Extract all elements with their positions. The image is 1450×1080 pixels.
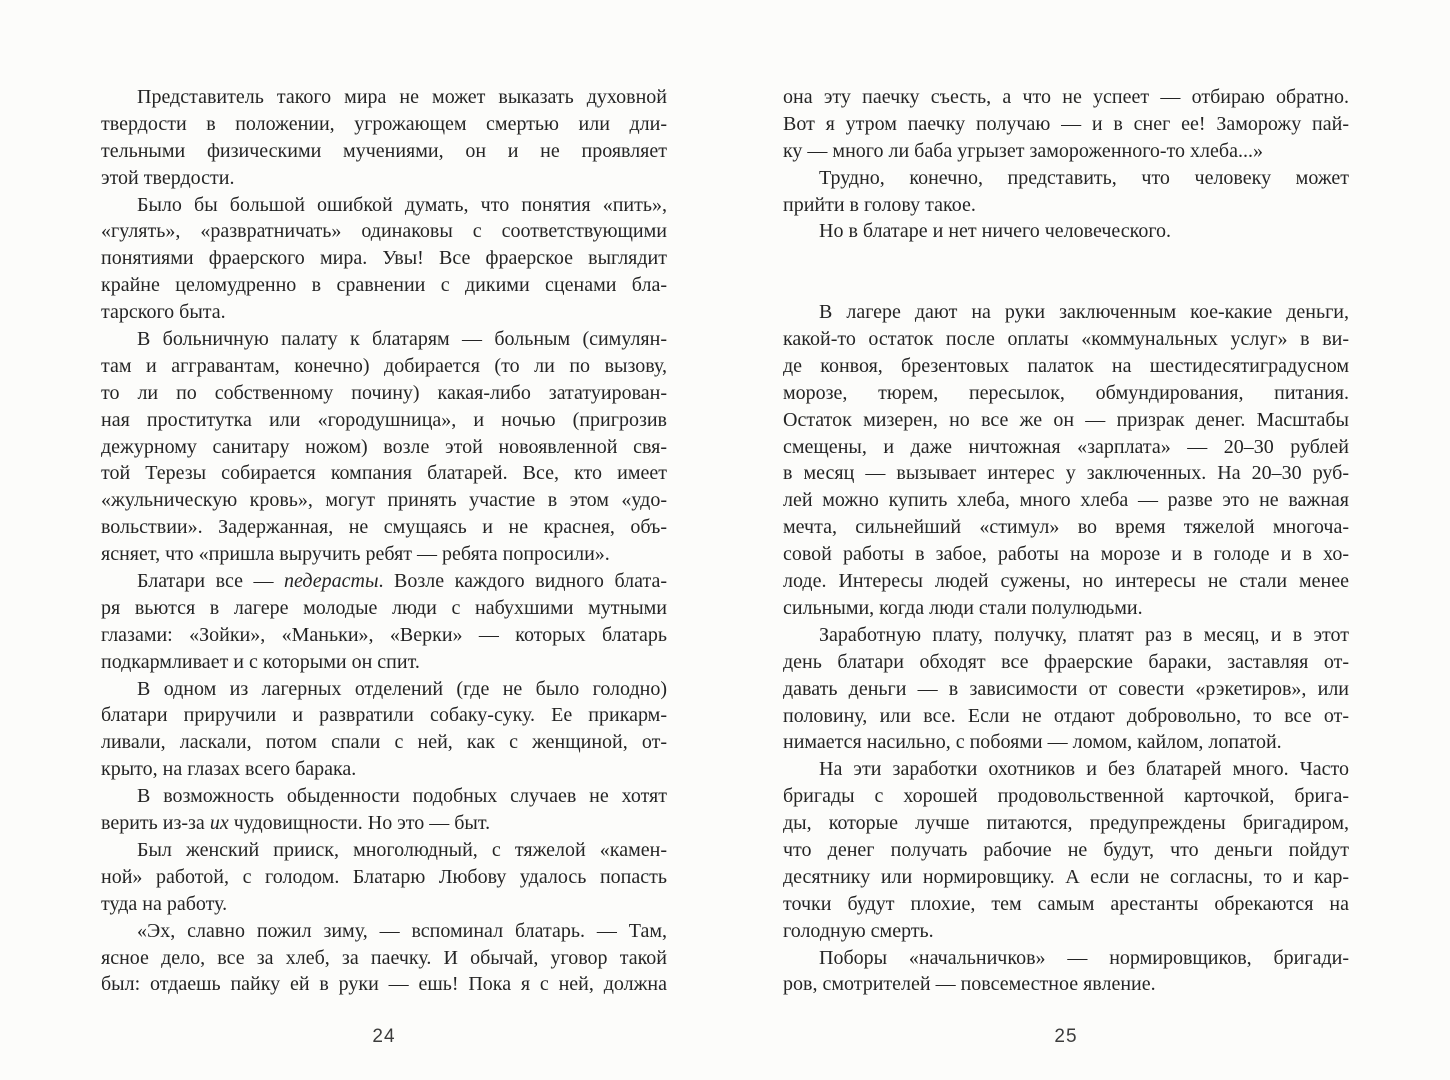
page-number-right: 25 bbox=[1054, 1026, 1078, 1047]
text-line: то ли по собственному почину) какая-либо зататуирован- bbox=[101, 381, 667, 404]
text-line: тельными физическими мучениями, он и не проявляет bbox=[101, 139, 667, 162]
text-line: Заработную плату, получку, платят раз в месяц, и в этот bbox=[819, 623, 1349, 646]
paragraph bbox=[101, 837, 667, 918]
text-line: Представитель такого мира не может выказать духовной bbox=[137, 86, 667, 108]
paragraph bbox=[101, 192, 667, 326]
text-line: совой работы в забое, работы на морозе и в голоде и в хо- bbox=[783, 543, 1349, 566]
text-line: «жульническую кровь», могут принять участие в этом «удо- bbox=[101, 489, 667, 512]
text-line: сильными, когда люди стали полулюдьми. bbox=[783, 596, 1143, 619]
text-line: давать деньги — в зависимости от совести «рэкетиров», или bbox=[783, 677, 1349, 700]
italic-text: их bbox=[209, 812, 229, 835]
text-line: В возможность обыденности подобных случаев не хотят bbox=[137, 785, 667, 808]
text-line: половину, или все. Если не отдают добровольно, то все от- bbox=[783, 704, 1349, 727]
text-line: ря вьются в лагере молодые люди с набухшими мутными bbox=[101, 596, 667, 619]
text-line: Вот я утром паечку получаю — и в снег ее! Заморожу пай- bbox=[783, 112, 1349, 135]
paragraph bbox=[783, 84, 1349, 165]
text-line: Но в блатаре и нет ничего человеческого. bbox=[819, 220, 1172, 243]
text-line: Остаток мизерен, но все же он — призрак денег. Масштабы bbox=[783, 408, 1349, 431]
paragraph bbox=[101, 568, 667, 676]
text-line: этой твердости. bbox=[101, 166, 235, 189]
text-line: крайне целомудренно в сравнении с дикими сценами бла- bbox=[101, 274, 667, 297]
text-line: ясняет, что «пришла выручить ребят — ребята попросили». bbox=[101, 543, 610, 566]
text-line: день блатари обходят все фраерские бараки, заставляя от- bbox=[783, 650, 1349, 673]
text-line: смещены, и даже ничтожная «зарплата» — 20–30 рублей bbox=[783, 435, 1349, 458]
text-line: Поборы «начальничков» — нормировщиков, бригади- bbox=[819, 946, 1349, 969]
text-line: В больничную палату к блатарям — больным (симулян- bbox=[137, 328, 667, 351]
text-line: вольствии». Задержанная, не смущаясь и не краснея, объ- bbox=[101, 516, 667, 539]
text-line: нимается насильно, с побоями — ломом, кайлом, лопатой. bbox=[783, 731, 1282, 754]
text-line: Был женский прииск, многолюдный, с тяжелой «камен- bbox=[137, 838, 667, 861]
text-line: В лагере дают на руки заключенным кое-какие деньги, bbox=[819, 301, 1349, 324]
text-line: де конвоя, брезентовых палаток на шестидесятиградусном bbox=[783, 354, 1349, 377]
paragraph bbox=[783, 165, 1349, 219]
text-line: в месяц — вызывает интерес у заключенных. На 20–30 руб- bbox=[783, 462, 1349, 485]
text-line: ная проститутка или «городушница», и ночью (пригрозив bbox=[101, 408, 667, 431]
text-line: ров, смотрителей — повсеместное явление. bbox=[783, 973, 1156, 996]
text-line: ды, которые лучше питаются, предупреждены бригадиром, bbox=[783, 812, 1349, 835]
text-line: бригады с хорошей продовольственной карточкой, брига- bbox=[783, 785, 1349, 808]
text-line: глазами: «Зойки», «Маньки», «Верки» — которых блатарь bbox=[101, 623, 667, 646]
text-line: Было бы большой ошибкой думать, что понятия «пить», bbox=[137, 193, 667, 216]
page-left bbox=[101, 84, 667, 998]
text-line: голодную смерть. bbox=[783, 919, 934, 942]
text-line: На эти заработки охотников и без блатарей много. Часто bbox=[819, 758, 1349, 781]
text-line: понятиями фраерского мира. Увы! Все фраерское выглядит bbox=[101, 247, 667, 270]
text-line: мечта, сильнейший «стимул» во время тяжелой многоча- bbox=[783, 516, 1349, 539]
text-line: десятнику или нормировщику. А если не согласны, то и кар- bbox=[783, 865, 1349, 888]
paragraph bbox=[101, 84, 667, 192]
text-line: блатари приручили и развратили собаку-суку. Ее прикарм- bbox=[101, 704, 667, 727]
text-line: лей можно купить хлеба, много хлеба — разве это не важная bbox=[783, 489, 1349, 512]
text-line: прийти в голову такое. bbox=[783, 193, 976, 216]
paragraph bbox=[783, 299, 1349, 622]
paragraph bbox=[783, 218, 1349, 245]
text-line: «Эх, славно пожил зиму, — вспоминал блатарь. — Там, bbox=[137, 919, 667, 942]
paragraph bbox=[101, 783, 667, 837]
text-line: ливали, ласкали, потом спали с ней, как с женщиной, от- bbox=[101, 731, 667, 754]
text-line: лоде. Интересы людей сужены, но интересы не стали менее bbox=[783, 570, 1349, 593]
text-line: какой-то остаток после оплаты «коммунальных услуг» в ви- bbox=[783, 328, 1349, 351]
text-line: туда на работу. bbox=[101, 892, 228, 915]
text-line: морозе, тюрем, пересылок, обмундирования, питания. bbox=[783, 381, 1349, 404]
text-line: верить из-за их чудовищности. Но это — быт. bbox=[101, 812, 491, 835]
text-line: что денег получать рабочие не будут, что деньги пойдут bbox=[783, 838, 1349, 861]
section-break bbox=[783, 245, 1349, 299]
text-line: твердости в положении, угрожающем смертью или дли- bbox=[101, 112, 667, 135]
text-line: Блатари все — педерасты. Возле каждого видного блата- bbox=[137, 570, 667, 593]
text-line: крыто, на глазах всего барака. bbox=[101, 758, 357, 781]
paragraph bbox=[783, 622, 1349, 756]
text-line: ку — много ли баба угрызет замороженного-то хлеба...» bbox=[783, 139, 1263, 162]
text-line: Трудно, конечно, представить, что человеку может bbox=[819, 166, 1349, 189]
italic-text: педерасты bbox=[284, 570, 379, 593]
page-number-left: 24 bbox=[372, 1026, 396, 1047]
paragraph bbox=[783, 756, 1349, 944]
text-line: тарского быта. bbox=[101, 301, 226, 324]
text-line: той Терезы собирается компания блатарей. Все, кто имеет bbox=[101, 462, 667, 485]
text-line: ной» работой, с голодом. Блатарю Любову удалось попасть bbox=[101, 865, 667, 888]
paragraph bbox=[101, 676, 667, 784]
text-line: был: отдаешь пайку ей в руки — ешь! Пока я с ней, должна bbox=[101, 973, 667, 996]
text-line: ясное дело, все за хлеб, за паечку. И обычай, уговор такой bbox=[101, 946, 667, 969]
text-line: подкармливает и с которыми он спит. bbox=[101, 650, 420, 673]
paragraph bbox=[101, 326, 667, 568]
paragraph bbox=[783, 945, 1349, 999]
text-line: «гулять», «развратничать» одинаковы с соответствующими bbox=[101, 220, 667, 243]
text-line: В одном из лагерных отделений (где не было голодно) bbox=[137, 677, 667, 700]
paragraph bbox=[101, 918, 667, 999]
page-right bbox=[783, 84, 1349, 998]
text-line: она эту паечку съесть, а что не успеет — отбираю обратно. bbox=[783, 86, 1349, 108]
text-line: точки будут плохие, тем самым арестанты обрекаются на bbox=[783, 892, 1349, 915]
text-line: дежурному санитару ножом) возле этой новоявленной свя- bbox=[101, 435, 667, 458]
text-line: там и аггравантам, конечно) добирается (то ли по вызову, bbox=[101, 354, 667, 377]
